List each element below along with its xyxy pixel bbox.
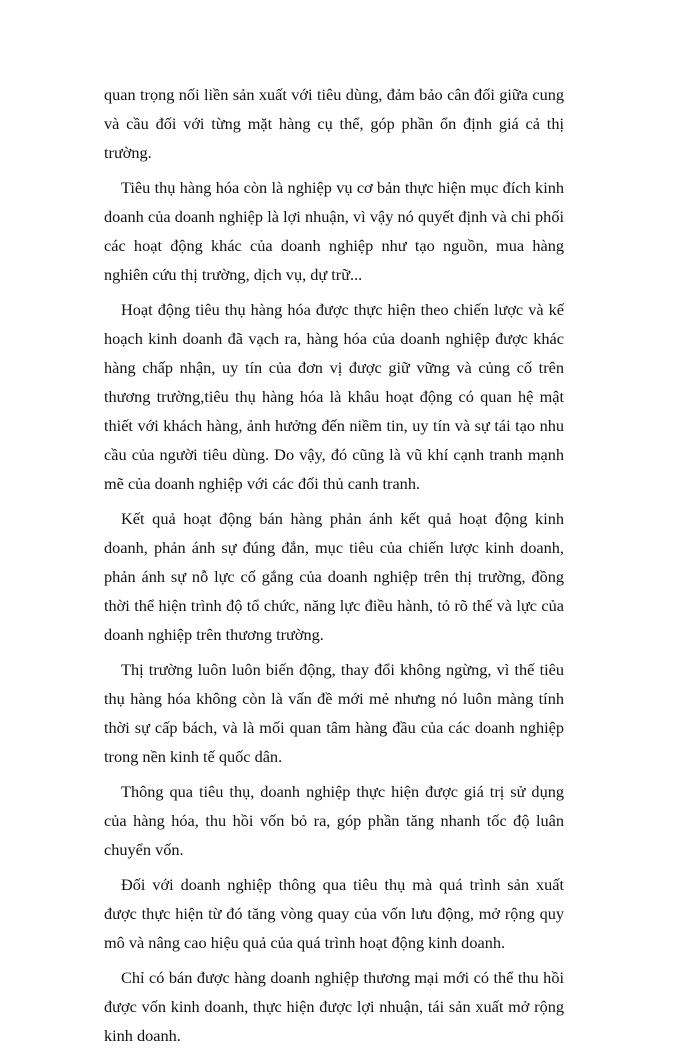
paragraph-sales-results: Kết quả hoạt động bán hàng phản ánh kết quả hoạt động kinh doanh, phản ánh sự đúng đắn, mục tiêu của chiến lược kinh doanh, phản ánh sự nỗ lực cố gắng của doanh nghiệp trên thị trường, đồng thời thể hiện trình độ tổ chức, năng lực điều hành, tỏ rõ thế và lực của doanh nghiệp trên thương trường.	[104, 509, 564, 644]
document-page	[104, 80, 564, 1056]
paragraph-consumption-strategy: Hoạt động tiêu thụ hàng hóa được thực hiện theo chiến lược và kế hoạch kinh doanh đã vạch ra, hàng hóa của doanh nghiệp được khác hàng chấp nhận, uy tín của đơn vị được giữ vững và củng cố trên thương trường,tiêu thụ hàng hóa là khâu hoạt động có quan hệ mật thiết với khách hàng, ảnh hưởng đến niềm tin, uy tín và sự tái tạo nhu cầu của người tiêu dùng. Do vậy, đó cũng là vũ khí cạnh tranh mạnh mẽ của doanh nghiệp với các đối thủ canh tranh.	[104, 300, 564, 493]
paragraph-market-fluctuation: Thị trường luôn luôn biến động, thay đổi không ngừng, vì thế tiêu thụ hàng hóa không còn là vấn đề mới mẻ nhưng nó luôn màng tính thời sự cấp bách, và là mối quan tâm hàng đầu của các doanh nghiệp trong nền kinh tế quốc dân.	[104, 660, 564, 766]
paragraph-capital-turnover: Đối với doanh nghiệp thông qua tiêu thụ mà quá trình sản xuất được thực hiện từ đó tăng vòng quay của vốn lưu động, mở rộng quy mô và nâng cao hiệu quả của quá trình hoạt động kinh doanh.	[104, 875, 564, 952]
paragraph-profit-realization: Chỉ có bán được hàng doanh nghiệp thương mại mới có thể thu hồi được vốn kinh doanh, thực hiện được lợi nhuận, tái sản xuất mở rộng kinh doanh.	[104, 968, 564, 1045]
paragraph-continuation: quan trọng nối liền sản xuất với tiêu dùng, đảm bảo cân đối giữa cung và cầu đối với từng mặt hàng cụ thể, góp phần ổn định giá cả thị trường.	[104, 85, 564, 162]
paragraph-consumption-core-business: Tiêu thụ hàng hóa còn là nghiệp vụ cơ bản thực hiện mục đích kinh doanh của doanh nghiệp là lợi nhuận, vì vậy nó quyết định và chi phối các hoạt động khác của doanh nghiệp như tạo nguồn, mua hàng nghiên cứu thị trường, dịch vụ, dự trữ...	[104, 178, 564, 284]
paragraph-value-realization: Thông qua tiêu thụ, doanh nghiệp thực hiện được giá trị sử dụng của hàng hóa, thu hồi vốn bỏ ra, góp phần tăng nhanh tốc độ luân chuyển vốn.	[104, 782, 564, 859]
